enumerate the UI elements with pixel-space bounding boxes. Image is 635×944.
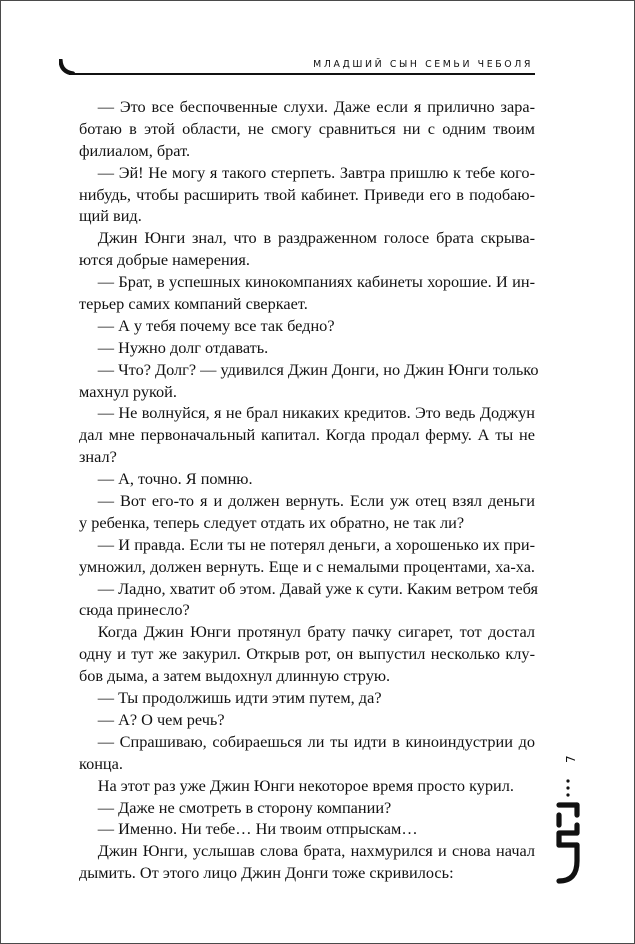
text-line: знал? [79,447,117,467]
text-line: махнул рукой. [79,381,177,401]
text-line: — Спрашиваю, собираешься ли ты идти в киноиндустрии до [97,731,535,751]
header-rule [69,73,535,75]
page-number-ornament [553,749,585,889]
running-head: МЛАДШИЙ СЫН СЕМЬИ ЧЕБОЛЯ [313,59,533,70]
text-line: — А, точно. Я помню. [97,469,253,489]
text-line: Джин Юнги знал, что в раздраженном голосе брата скрыва- [97,228,535,248]
text-line: щий вид. [79,206,142,226]
text-line: — Ладно, хватит об этом. Давай уже к сути. Каким ветром тебя [97,578,538,598]
body-text [79,96,539,884]
text-line: — Ты продолжишь идти этим путем, да? [97,688,382,708]
text-line: дымить. От этого лицо Джин Донги тоже скривилось: [79,863,454,883]
text-line: у ребенка, теперь следует отдать их обратно, не так ли? [79,512,465,532]
text-line: — Нужно долг отдавать. [97,337,269,357]
text-line: нибудь, чтобы расширить твой кабинет. Приведи его в подобаю- [79,184,535,204]
text-line: конца. [79,753,123,773]
text-line: — А у тебя почему все так бедно? [97,315,335,335]
text-line: На этот раз уже Джин Юнги некоторое время просто курил. [97,775,514,795]
text-line: — Именно. Ни тебе… Ни твоим отпрыскам… [97,819,418,839]
text-line: — Что? Долг? — удивился Джин Донги, но Джин Юнги только [97,359,539,379]
text-line: дал мне первоначальный капитал. Когда продал ферму. А ты не [79,425,535,445]
text-line: Когда Джин Юнги протянул брату пачку сигарет, тот достал [97,622,535,642]
text-line: умножил, должен вернуть. Еще и с немалыми процентами, ха-ха. [79,556,535,576]
text-line: — И правда. Если ты не потерял деньги, а хорошенько их при- [97,534,535,554]
text-line: — Брат, в успешных кинокомпаниях кабинеты хорошие. И ин- [97,272,535,292]
text-line: — Вот его-то я и должен вернуть. Если уж отец взял деньги [97,491,535,511]
text-line: бов дыма, а затем выдохнул длинную струю. [79,666,391,686]
text-line: сюда принесло? [79,600,190,620]
page-number: 7 [564,755,578,763]
text-line: — Не волнуйся, я не брал никаких кредитов. Это ведь Доджун [97,403,535,423]
text-line: — Даже не смотреть в сторону компании? [97,797,392,817]
text-line: — А? О чем речь? [97,709,225,729]
text-line: ются добрые намерения. [79,250,250,270]
text-line: — Это все беспочвенные слухи. Даже если я прилично зара- [97,97,535,116]
text-line: ботаю в этой области, не смогу сравниться ни с одним твоим [79,118,535,138]
text-line: Джин Юнги, услышав слова брата, нахмурился и снова начал [97,841,535,861]
text-line: филиалом, брат. [79,140,191,160]
text-line: терьер самих компаний сверкает. [79,294,308,314]
text-line: одну и тут же закурил. Открыв рот, он выпустил несколько клу- [79,644,535,664]
text-line: — Эй! Не могу я такого стерпеть. Завтра пришлю к тебе кого- [97,162,535,182]
